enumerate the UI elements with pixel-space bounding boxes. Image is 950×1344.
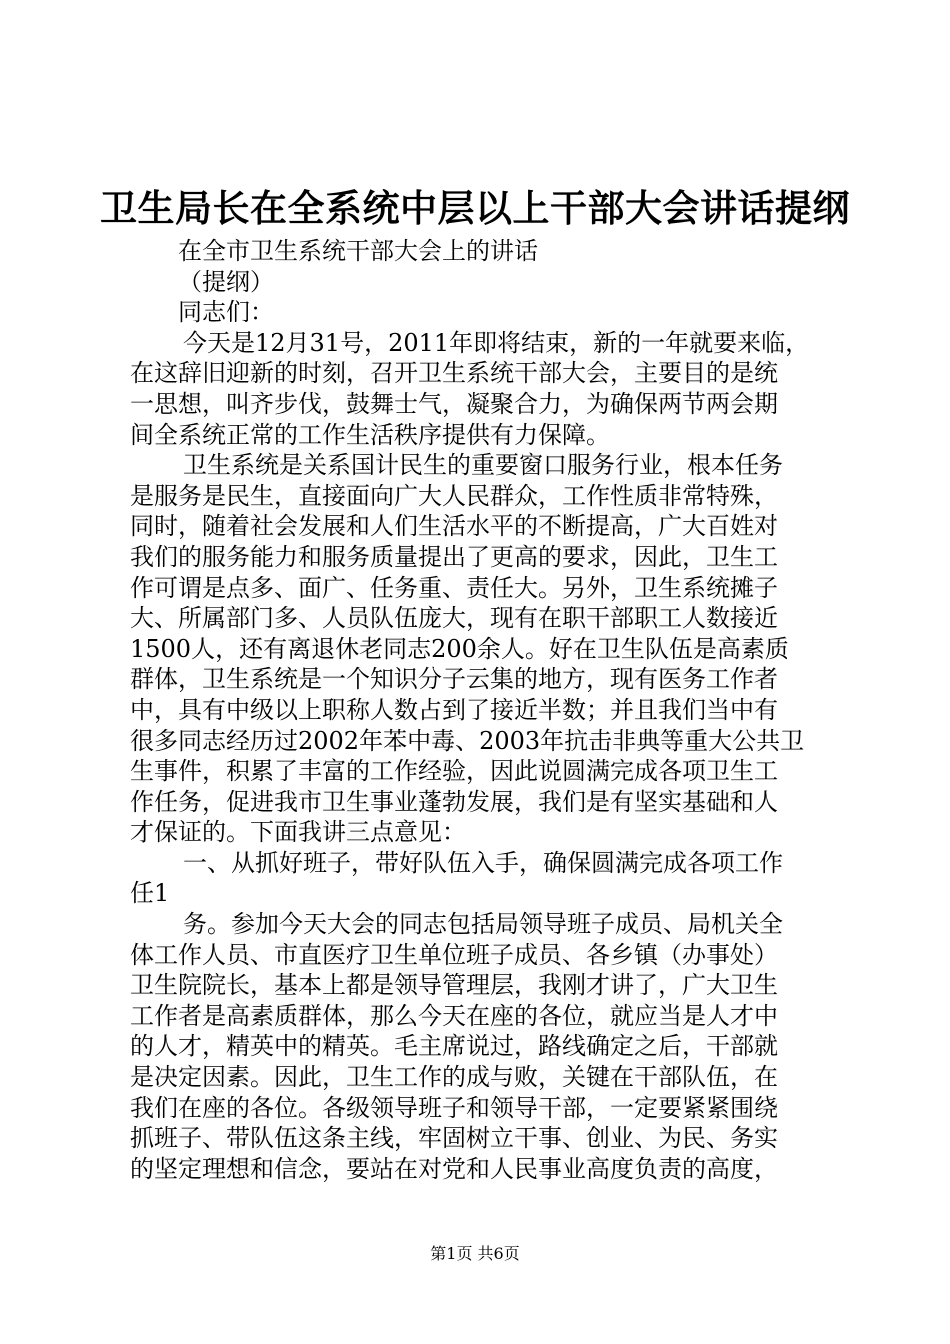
section-heading: 一、从抓好班子，带好队伍入手，确保圆满完成各项工作 <box>183 848 783 877</box>
text-line: 作可谓是点多、面广、任务重、责任大。另外，卫生系统摊子 <box>130 573 778 602</box>
text-line: 我们的服务能力和服务质量提出了更高的要求，因此，卫生工 <box>130 542 778 571</box>
text-line: 卫生系统是关系国计民生的重要窗口服务行业，根本任务 <box>183 451 783 480</box>
text-line: 中，具有中级以上职称人数占到了接近半数；并且我们当中有 <box>130 695 778 724</box>
text-line: 我们在座的各位。各级领导班子和领导干部，一定要紧紧围绕 <box>130 1093 778 1122</box>
text-line: 在这辞旧迎新的时刻，召开卫生系统干部大会，主要目的是统 <box>130 359 778 388</box>
speech-subtitle: 在全市卫生系统干部大会上的讲话 <box>178 237 538 265</box>
text-line: 的人才，精英中的精英。毛主席说过，路线确定之后，干部就 <box>130 1032 778 1061</box>
text-line: 大、所属部门多、人员队伍庞大，现有在职干部职工人数接近 <box>130 604 778 633</box>
text-line: 间全系统正常的工作生活秩序提供有力保障。 <box>130 420 610 449</box>
salutation: 同志们： <box>178 298 274 327</box>
text-line: 很多同志经历过2002年苯中毒、2003年抗击非典等重大公共卫 <box>130 726 805 755</box>
text-line: 是决定因素。因此，卫生工作的成与败，关键在干部队伍，在 <box>130 1063 778 1092</box>
text-line: 群体，卫生系统是一个知识分子云集的地方，现有医务工作者 <box>130 665 778 694</box>
document-title: 卫生局长在全系统中层以上干部大会讲话提纲 <box>100 186 850 230</box>
text-line: 作任务，促进我市卫生事业蓬勃发展，我们是有坚实基础和人 <box>130 787 778 816</box>
text-line: 的坚定理想和信念，要站在对党和人民事业高度负责的高度， <box>130 1154 778 1183</box>
text-line: 体工作人员、市直医疗卫生单位班子成员、各乡镇（办事处） <box>130 940 778 969</box>
page-footer: 第1页 共6页 <box>430 1244 520 1263</box>
text-line: 一思想，叫齐步伐，鼓舞士气，凝聚合力，为确保两节两会期 <box>130 389 778 418</box>
text-line: 卫生院院长，基本上都是领导管理层，我刚才讲了，广大卫生 <box>130 971 778 1000</box>
text-line: 抓班子、带队伍这条主线，牢固树立干事、创业、为民、务实 <box>130 1124 778 1153</box>
text-line: 工作者是高素质群体，那么今天在座的各位，就应当是人才中 <box>130 1001 778 1030</box>
text-line: 是服务是民生，直接面向广大人民群众，工作性质非常特殊， <box>130 481 778 510</box>
document-body <box>130 236 834 1184</box>
text-line: 生事件，积累了丰富的工作经验，因此说圆满完成各项卫生工 <box>130 757 778 786</box>
section-heading-continuation: 任1 <box>130 879 170 908</box>
text-line: 今天是12月31号，2011年即将结束，新的一年就要来临， <box>183 328 810 357</box>
text-line: 务。参加今天大会的同志包括局领导班子成员、局机关全 <box>183 910 783 939</box>
text-line: 同时，随着社会发展和人们生活水平的不断提高，广大百姓对 <box>130 512 778 541</box>
text-line: 才保证的。下面我讲三点意见： <box>130 818 466 847</box>
outline-label: （提纲） <box>178 267 274 296</box>
text-line: 1500人，还有离退休老同志200余人。好在卫生队伍是高素质 <box>130 634 789 663</box>
